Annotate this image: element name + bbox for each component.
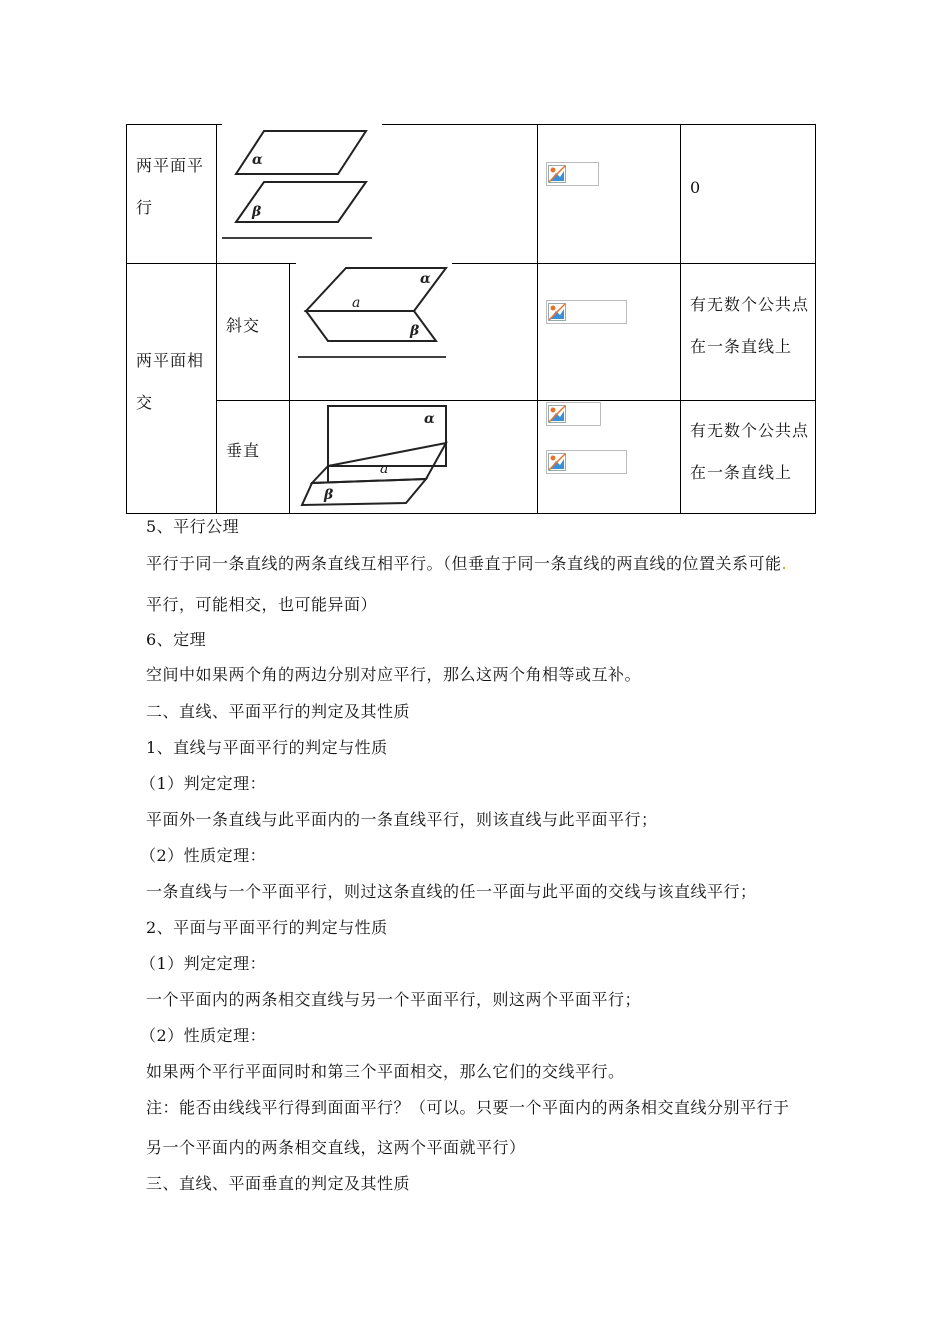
broken-image-icon (548, 405, 566, 423)
row-intersect-label: 两平面相 交 (136, 351, 205, 412)
part-2-1-property-body: 一条直线与一个平面平行，则过这条直线的任一平面与此平面的交线与该直线平行； (146, 882, 757, 901)
note-line-1: 注：能否由线线平行得到面面平行？（可以。只要一个平面内的两条相交直线分别平行于 (146, 1098, 790, 1117)
parallel-planes-figure (222, 124, 382, 244)
line-a-label: a (380, 461, 389, 477)
alpha-label: α (424, 411, 435, 427)
part-2-2-judge-body: 一个平面内的两条相交直线与另一个平面平行，则这两个平面平行； (146, 990, 642, 1009)
note-line-2: 另一个平面内的两条相交直线，这两个平面就平行） (146, 1138, 526, 1157)
table-border-left (126, 124, 127, 514)
broken-image-icon (548, 453, 566, 471)
table-row-line-1 (126, 263, 816, 264)
image-placeholder-2 (546, 300, 627, 324)
part-2-1-property-label: （2）性质定理： (140, 846, 267, 865)
part-3-heading: 三、直线、平面垂直的判定及其性质 (146, 1174, 411, 1193)
part-2-2-property-label: （2）性质定理： (140, 1026, 267, 1045)
beta-label: β (410, 323, 420, 339)
beta-label: β (252, 204, 262, 220)
plane-relation-table (126, 124, 816, 514)
line-a-label: a (352, 295, 361, 311)
oblique-planes-figure (296, 263, 452, 363)
part-2-1-title: 1、直线与平面平行的判定与性质 (146, 738, 388, 757)
image-placeholder-3 (546, 402, 601, 426)
part-2-2-judge-label: （1）判定定理： (140, 954, 267, 973)
image-placeholder-4 (546, 450, 627, 474)
part-2-heading: 二、直线、平面平行的判定及其性质 (146, 702, 411, 721)
table-col-line-1 (216, 124, 217, 514)
section-5-body-line-2: 平行，可能相交，也可能异面） (146, 595, 378, 614)
table-border-right (815, 124, 816, 514)
table-border-bottom (126, 513, 816, 514)
section-6-title: 6、定理 (146, 630, 207, 649)
subrow-perpendicular-count: 有无数个公共点 在一条直线上 (690, 421, 810, 482)
perpendicular-planes-figure (296, 401, 452, 509)
alpha-label: α (420, 271, 431, 287)
part-2-1-judge-label: （1）判定定理： (140, 774, 267, 793)
broken-image-icon (548, 303, 566, 321)
subrow-oblique-count: 有无数个公共点 在一条直线上 (690, 295, 810, 356)
section-5-body-line-1: 平行于同一条直线的两条直线互相平行。（但垂直于同一条直线的两直线的位置关系可能. (146, 554, 788, 573)
section-5-title: 5、平行公理 (146, 517, 240, 536)
subrow-perpendicular-label: 垂直 (226, 441, 261, 460)
row-parallel-label: 两平面平 行 (136, 156, 205, 217)
table-col-line-4 (680, 124, 681, 514)
subrow-oblique-label: 斜交 (226, 316, 261, 335)
section-6-body: 空间中如果两个角的两边分别对应平行，那么这两个角相等或互补。 (146, 665, 642, 684)
part-2-2-property-body: 如果两个平行平面同时和第三个平面相交，那么它们的交线平行。 (146, 1062, 625, 1081)
part-2-2-title: 2、平面与平面平行的判定与性质 (146, 918, 388, 937)
beta-label: β (324, 487, 334, 503)
broken-image-icon (548, 165, 566, 183)
part-2-1-judge-body: 平面外一条直线与此平面内的一条直线平行，则该直线与此平面平行； (146, 810, 658, 829)
table-col-line-3 (537, 124, 538, 514)
image-placeholder-1 (546, 162, 599, 186)
row-parallel-count: 0 (690, 178, 702, 197)
alpha-label: α (252, 152, 263, 168)
table-col-line-2 (289, 263, 290, 514)
